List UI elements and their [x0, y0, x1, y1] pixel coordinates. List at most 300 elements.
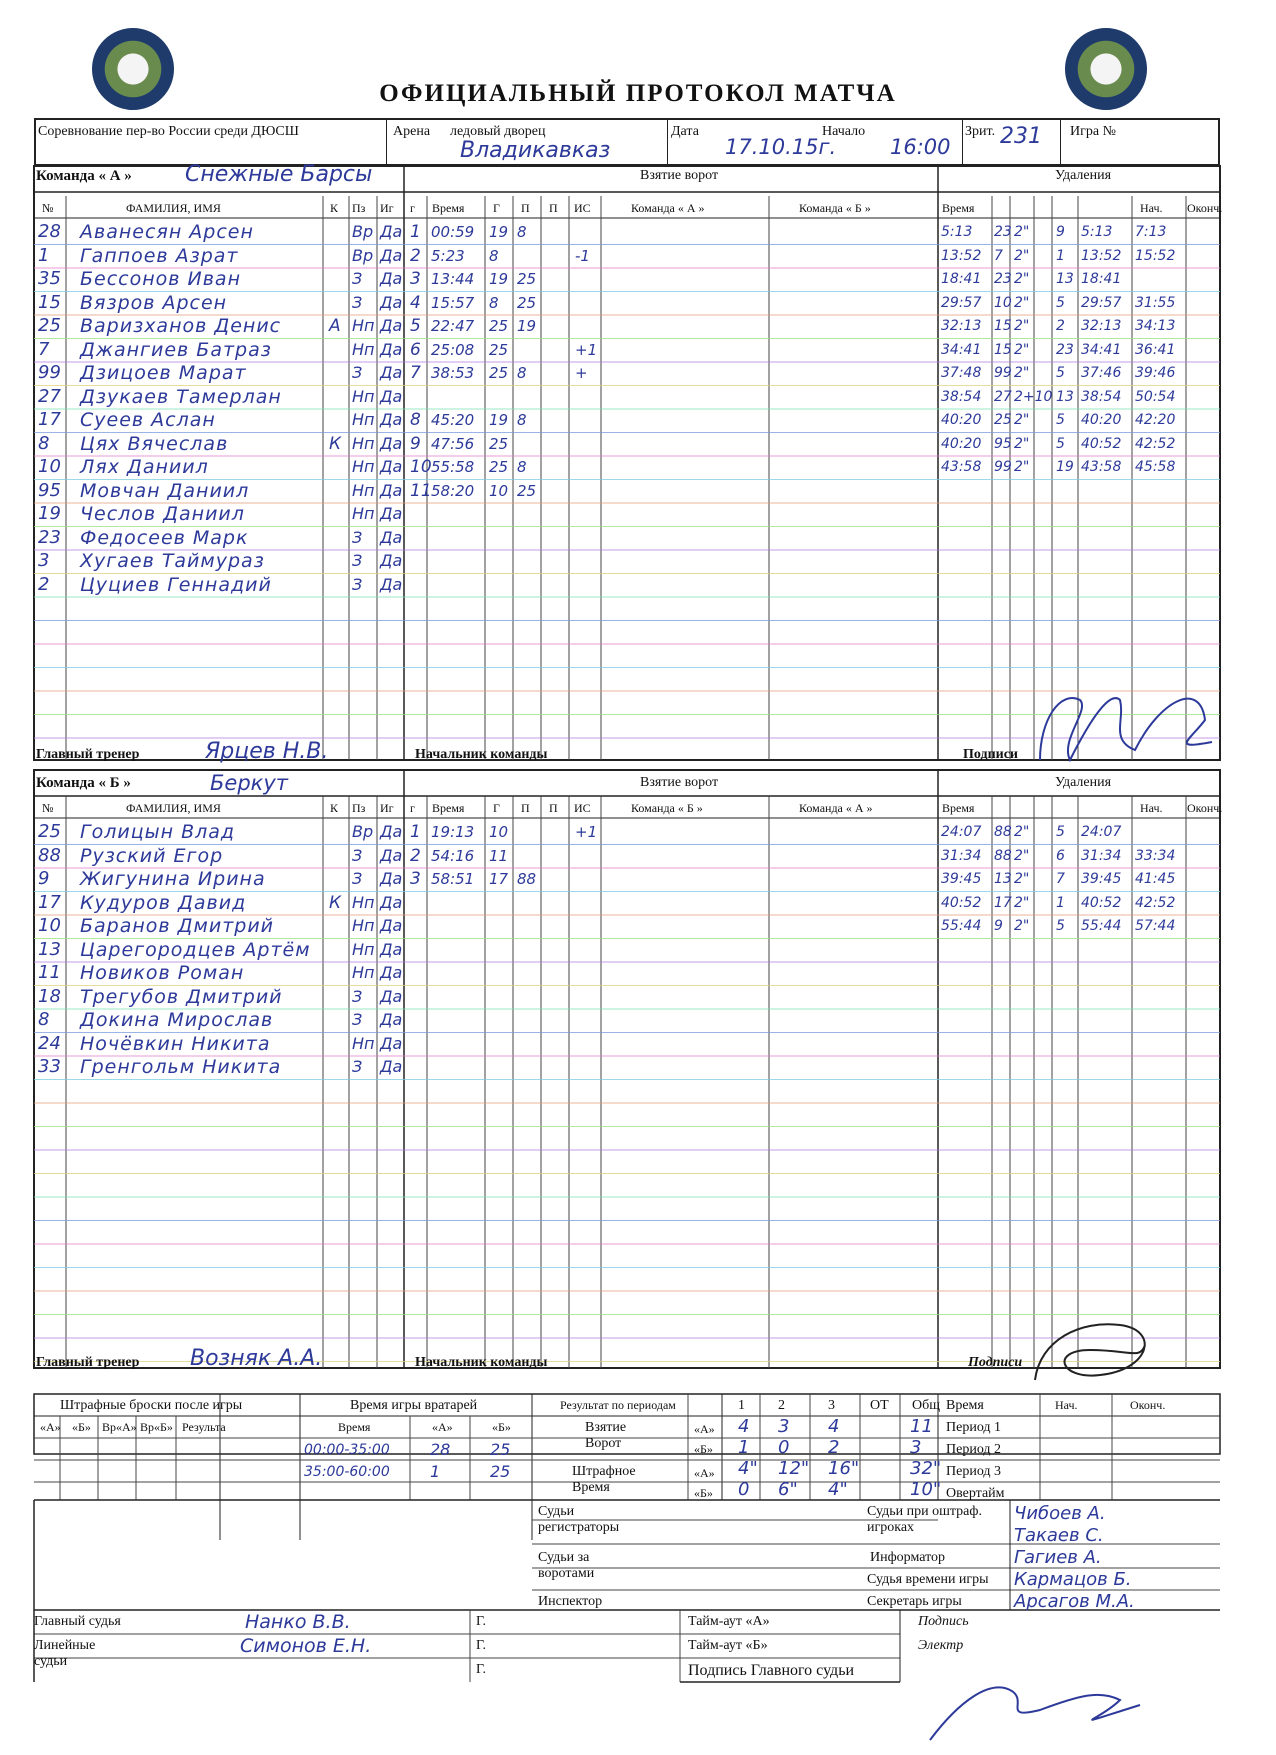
- team_a-goal-assist1: 8: [517, 458, 527, 476]
- team_a-col-header: ФАМИЛИЯ, ИМЯ: [126, 201, 221, 215]
- period-start-header: Нач.: [1055, 1398, 1078, 1412]
- team_b-player-name: Голицын Влад: [80, 821, 236, 843]
- team_a-pen-end: 45:58: [1135, 459, 1176, 475]
- team_a-player-number: 19: [38, 503, 61, 524]
- team_a-player-position: З: [352, 269, 363, 288]
- period-row-team: «А»: [694, 1466, 715, 1480]
- team_a-goal-scorer: 25: [489, 317, 509, 335]
- arena-value: Владикавказ: [460, 138, 611, 163]
- team_a-pen-time: 40:20: [941, 435, 982, 452]
- team_b-pen-minutes: 2": [1014, 894, 1030, 911]
- referee-sign-label: Подпись Главного судьи: [688, 1662, 855, 1679]
- team_b-player-played: Да: [380, 869, 403, 888]
- linesmen-label: Линейные судьи: [34, 1638, 96, 1669]
- team_b-col-header: ФАМИЛИЯ, ИМЯ: [126, 801, 221, 815]
- team_a-pen-player: 27: [994, 388, 1012, 405]
- team_b-player-name: Новиков Роман: [80, 962, 245, 984]
- team_a-col-header: Команда « А »: [631, 201, 705, 215]
- team_b-goal-situation: +1: [575, 823, 598, 841]
- team_a-goal-time: 45:20: [431, 411, 475, 429]
- team_b-player-played: Да: [380, 963, 403, 982]
- team_b-goal-time: 19:13: [431, 823, 475, 841]
- team-a-pen-title: Удаления: [1055, 168, 1112, 183]
- team_b-pen-end: 41:45: [1135, 871, 1176, 887]
- team_b-col-header: П: [521, 801, 530, 815]
- team_a-player-number: 17: [38, 409, 61, 430]
- team_a-player-name: Мовчан Даниил: [80, 479, 250, 502]
- team_a-goal-scorer: 25: [489, 434, 509, 453]
- team_b-col-header: Иг: [380, 801, 394, 815]
- city-label-2: Г.: [476, 1638, 487, 1653]
- team_b-pen-end: 42:52: [1135, 894, 1176, 911]
- team_b-pen-header-start: Нач.: [1140, 801, 1163, 815]
- team_a-goal-number: 10: [410, 457, 432, 477]
- team_b-player-number: 88: [38, 844, 61, 866]
- sign-label: Подпись: [918, 1614, 969, 1629]
- team_a-goal-scorer: 10: [489, 481, 509, 500]
- goalie-col-b: «Б»: [492, 1420, 511, 1434]
- team_a-pen-time: 37:48: [941, 365, 982, 381]
- team_a-player-position: Нп: [352, 339, 375, 359]
- team_b-player-number: 8: [38, 1009, 50, 1030]
- team_b-player-name: Царегородцев Артём: [80, 938, 311, 961]
- team-a-manager-label: Начальник команды: [415, 747, 548, 762]
- team_b-pen-minutes: 2": [1014, 918, 1030, 934]
- team_b-player-number: 25: [38, 821, 61, 842]
- team_b-goal-time: 58:51: [431, 870, 475, 888]
- team_a-pen-start: 43:58: [1081, 459, 1122, 475]
- team_a-goal-scorer: 8: [489, 293, 499, 312]
- team_a-pen-player: 23: [994, 224, 1012, 240]
- team_a-player-position: Нп: [352, 410, 375, 429]
- team_a-pen-time: 34:41: [941, 341, 982, 358]
- shootout-header: Вр«А»: [102, 1420, 137, 1434]
- team_a-pen-code: 19: [1056, 459, 1074, 475]
- team_a-goal-number: 7: [410, 363, 421, 383]
- team_a-player-number: 15: [38, 291, 61, 313]
- team_a-player-position: З: [352, 363, 363, 382]
- team_b-player-played: Да: [380, 916, 403, 935]
- competition-label: Соревнование пер-во России среди ДЮСШ: [38, 124, 299, 139]
- team_b-player-played: Да: [380, 1057, 403, 1076]
- team_a-player-played: Да: [380, 457, 403, 476]
- team_a-pen-time: 5:13: [941, 224, 973, 240]
- team_a-player-position: Вр: [352, 222, 374, 241]
- team_b-pen-code: 1: [1056, 894, 1065, 911]
- team_a-player-position: Нп: [352, 480, 375, 500]
- team_a-pen-header-start: Нач.: [1140, 201, 1163, 215]
- team_b-player-played: Да: [380, 1010, 403, 1029]
- team_a-player-position: Нп: [352, 504, 375, 523]
- team_a-pen-header-end: Оконч.: [1187, 201, 1223, 215]
- team_b-player-number: 10: [38, 915, 61, 936]
- team_b-player-captain: К: [329, 892, 342, 913]
- team_a-goal-time: 25:08: [431, 340, 475, 359]
- team_a-pen-code: 5: [1056, 365, 1065, 381]
- team_b-pen-minutes: 2": [1014, 871, 1030, 887]
- period-value: 1: [738, 1437, 750, 1458]
- team-b-signatures-label: Подписи: [968, 1355, 1023, 1370]
- period-value: 4": [828, 1479, 848, 1500]
- team_a-player-position: Вр: [352, 245, 374, 265]
- team_a-goal-assist1: 8: [517, 223, 527, 241]
- team_a-goal-scorer: 19: [489, 223, 509, 241]
- team_a-player-played: Да: [380, 551, 403, 570]
- team_a-player-played: Да: [380, 339, 403, 359]
- team_b-player-name: Кудуров Давид: [80, 891, 247, 914]
- team_b-pen-player: 88: [994, 824, 1012, 840]
- team_b-col-header: Команда « Б »: [631, 801, 703, 815]
- team_a-pen-time: 32:13: [941, 318, 982, 334]
- team_a-pen-minutes: 2": [1014, 365, 1030, 381]
- team_b-goal-time: 54:16: [431, 846, 475, 865]
- team_a-player-number: 23: [38, 526, 61, 548]
- team_a-player-number: 7: [38, 338, 50, 360]
- team_b-player-played: Да: [380, 1033, 403, 1053]
- team_a-goal-assist1: 25: [517, 270, 537, 288]
- team_b-player-name: Гренгольм Никита: [80, 1056, 282, 1078]
- team_a-goal-situation: -1: [575, 246, 590, 265]
- team_b-player-number: 11: [38, 962, 61, 983]
- team_a-col-header: ИС: [574, 201, 591, 215]
- team_b-pen-player: 13: [994, 871, 1012, 887]
- team_a-player-name: Вязров Арсен: [80, 291, 228, 314]
- goals-label: Взятие Ворот: [585, 1420, 627, 1451]
- team_b-pen-start: 24:07: [1081, 824, 1122, 840]
- team-a-coach-label: Главный тренер: [36, 747, 140, 762]
- team_b-pen-time: 31:34: [941, 847, 982, 864]
- team_b-pen-code: 5: [1056, 824, 1065, 840]
- team_a-pen-start: 38:54: [1081, 388, 1122, 405]
- team_a-goal-scorer: 8: [489, 246, 499, 265]
- goalie-col-a: «А»: [432, 1420, 453, 1434]
- team_a-player-name: Дзукаев Тамерлан: [80, 385, 282, 408]
- period-name: Период 2: [946, 1442, 1002, 1457]
- team_b-player-position: Нп: [352, 963, 375, 982]
- team_a-player-name: Бессонов Иван: [80, 268, 242, 290]
- team_a-pen-minutes: 2": [1014, 294, 1030, 311]
- team_a-player-number: 10: [38, 456, 61, 477]
- team-b-pen-title: Удаления: [1055, 775, 1112, 790]
- team_b-player-played: Да: [380, 822, 403, 841]
- team_b-pen-start: 55:44: [1081, 918, 1122, 934]
- goalie-row-a: 1: [430, 1462, 441, 1481]
- team_a-goal-number: 3: [410, 269, 421, 289]
- team-b-manager-label: Начальник команды: [415, 1355, 548, 1370]
- team_b-goal-assist1: 88: [517, 870, 537, 888]
- team_b-col-header: Время: [432, 801, 465, 815]
- team_a-pen-start: 13:52: [1081, 247, 1122, 264]
- team_a-pen-start: 18:41: [1081, 271, 1122, 287]
- team-b-name: Беркут: [210, 771, 289, 795]
- team_a-pen-player: 25: [994, 412, 1012, 428]
- team-b-coach-value: Возняк А.А.: [190, 1346, 323, 1371]
- team_a-pen-end: 15:52: [1135, 247, 1176, 264]
- period-col-header: 3: [828, 1398, 835, 1413]
- period-time-header: Время: [946, 1398, 984, 1413]
- team_a-goal-assist1: 8: [517, 411, 527, 429]
- team_a-pen-minutes: 2": [1014, 318, 1030, 334]
- secretary-value: Арсагов М.А.: [1014, 1591, 1135, 1612]
- team_a-col-header: К: [330, 201, 339, 215]
- team_b-pen-minutes: 2": [1014, 847, 1030, 864]
- team_b-player-played: Да: [380, 939, 403, 959]
- team_a-player-number: 2: [38, 573, 50, 595]
- team_a-player-number: 25: [38, 315, 61, 336]
- team_b-col-header: Г: [493, 801, 500, 815]
- team_b-player-position: Нп: [352, 916, 375, 935]
- team_a-goal-number: 8: [410, 410, 421, 430]
- team_b-col-header: Пз: [352, 801, 366, 815]
- linesmen-value: Симонов Е.Н.: [240, 1635, 372, 1657]
- team_b-pen-start: 40:52: [1081, 894, 1122, 911]
- period-value: 32": [910, 1458, 942, 1479]
- game-label: Игра №: [1070, 124, 1116, 139]
- team_b-goal-scorer: 10: [489, 823, 509, 841]
- team_a-pen-time: 40:20: [941, 412, 982, 428]
- team_a-player-name: Федосеев Марк: [80, 526, 249, 549]
- team_b-goal-number: 1: [410, 822, 421, 842]
- team_a-pen-player: 99: [994, 459, 1012, 475]
- shootout-title: Штрафные броски после игры: [60, 1398, 243, 1413]
- team-b-goals-title: Взятие ворот: [640, 775, 719, 790]
- inspector-label: Инспектор: [538, 1594, 603, 1609]
- period-end-header: Оконч.: [1130, 1398, 1166, 1412]
- team_a-goal-assist1: 19: [517, 317, 537, 335]
- team_a-pen-end: 36:41: [1135, 341, 1176, 358]
- team_a-col-header: П: [521, 201, 530, 215]
- team_a-pen-code: 1: [1056, 247, 1065, 264]
- team-a-label: Команда « А »: [36, 168, 132, 184]
- team_b-pen-code: 7: [1056, 871, 1065, 887]
- team_a-pen-end: 50:54: [1135, 388, 1176, 405]
- team-a-name: Снежные Барсы: [185, 162, 373, 187]
- period-result-title: Результат по периодам: [560, 1398, 676, 1412]
- team_a-goal-time: 22:47: [431, 317, 475, 335]
- team_a-goal-number: 6: [410, 339, 421, 360]
- team_b-player-position: З: [352, 869, 363, 888]
- team_a-pen-minutes: 2": [1014, 247, 1030, 264]
- team_a-player-played: Да: [380, 574, 403, 594]
- date-value: 17.10.15г.: [725, 135, 837, 159]
- team_a-player-played: Да: [380, 316, 403, 335]
- team_a-goal-number: 1: [410, 222, 421, 242]
- team_b-pen-header-end: Оконч.: [1187, 801, 1223, 815]
- team_b-player-played: Да: [380, 986, 403, 1006]
- team_a-pen-time: 18:41: [941, 271, 982, 287]
- team_a-player-number: 1: [38, 244, 50, 266]
- team_a-pen-player: 15: [994, 341, 1012, 358]
- team_a-player-position: З: [352, 527, 363, 547]
- period-value: 12": [778, 1458, 810, 1479]
- period-value: 0: [778, 1437, 790, 1458]
- team_a-player-name: Аванесян Арсен: [80, 221, 254, 243]
- team_a-pen-start: 40:52: [1081, 435, 1122, 452]
- team_a-pen-start: 37:46: [1081, 365, 1122, 381]
- period-value: 10": [910, 1479, 942, 1500]
- goalie-row-time: 35:00-60:00: [304, 1464, 390, 1480]
- period-value: 0: [738, 1479, 750, 1500]
- team_a-goal-assist1: 25: [517, 293, 537, 312]
- team_a-pen-time: 29:57: [941, 294, 982, 311]
- city-label-1: Г.: [476, 1614, 487, 1629]
- team_b-player-name: Докина Мирослав: [80, 1009, 274, 1031]
- team_a-goal-number: 5: [410, 316, 421, 336]
- team_a-pen-start: 5:13: [1081, 224, 1113, 240]
- team_a-pen-end: 7:13: [1135, 224, 1167, 240]
- team_a-pen-code: 9: [1056, 224, 1065, 240]
- team_b-pen-player: 9: [994, 918, 1003, 934]
- team_a-goal-number: 4: [410, 292, 421, 313]
- period-row-team: «Б»: [694, 1486, 713, 1500]
- team_a-pen-end: 42:20: [1135, 412, 1176, 428]
- team_a-col-header: Иг: [380, 201, 394, 215]
- team_a-player-played: Да: [380, 410, 403, 429]
- team_a-player-name: Цях Вячеслав: [80, 432, 229, 455]
- team_a-pen-player: 95: [994, 435, 1012, 452]
- referee-label: Главный судья: [34, 1614, 121, 1629]
- period-value: 4: [738, 1416, 750, 1437]
- pim-label: Штрафное Время: [572, 1464, 636, 1495]
- team_a-player-played: Да: [380, 363, 403, 382]
- team_a-goal-situation: +1: [575, 340, 598, 359]
- team_a-player-position: Нп: [352, 316, 375, 335]
- team_a-pen-end: 31:55: [1135, 294, 1176, 311]
- goalie-col-time: Время: [338, 1420, 371, 1434]
- team_b-pen-time: 24:07: [941, 824, 982, 840]
- team_b-pen-time: 55:44: [941, 918, 982, 934]
- team_a-goal-assist1: 25: [517, 481, 537, 500]
- team_b-player-number: 33: [38, 1056, 61, 1077]
- start-label: Начало: [822, 124, 866, 139]
- team_a-col-header: Время: [432, 201, 465, 215]
- team_b-player-name: Ночёвкин Никита: [80, 1032, 271, 1055]
- team_b-player-number: 17: [38, 891, 61, 913]
- team_a-pen-player: 7: [994, 247, 1003, 264]
- team_a-pen-player: 23: [994, 271, 1012, 287]
- informer-label: Информатор: [870, 1550, 946, 1565]
- period-col-header: Общ: [912, 1398, 941, 1413]
- team_b-col-header: г: [410, 801, 415, 815]
- penbox-value: Чибоев А.: [1014, 1503, 1106, 1524]
- team_a-goal-number: 11: [410, 480, 432, 501]
- team_a-player-played: Да: [380, 527, 403, 547]
- team_b-goal-number: 3: [410, 869, 421, 889]
- team_a-goal-assist1: 8: [517, 364, 527, 382]
- team_a-pen-minutes: 2": [1014, 224, 1030, 240]
- period-value: 3: [778, 1416, 790, 1437]
- team_a-pen-header-time: Время: [942, 201, 975, 215]
- informer-value: Гагиев А.: [1014, 1547, 1102, 1568]
- team_a-col-header: №: [42, 201, 54, 215]
- team_a-goal-scorer: 19: [489, 270, 509, 288]
- team_b-pen-minutes: 2": [1014, 824, 1030, 840]
- team_b-player-number: 9: [38, 868, 50, 889]
- team_b-col-header: П: [549, 801, 558, 815]
- team_b-col-header: №: [42, 801, 54, 815]
- team_b-player-position: Нп: [352, 892, 375, 912]
- team_b-player-position: Нп: [352, 1033, 375, 1053]
- period-name: Период 1: [946, 1420, 1002, 1435]
- team_a-goal-time: 00:59: [431, 223, 475, 241]
- team_a-pen-player: 15: [994, 318, 1012, 334]
- team_a-pen-code: 13: [1056, 271, 1074, 287]
- shootout-header: Результа: [182, 1420, 226, 1434]
- arena-printed: ледовый дворец: [450, 124, 546, 139]
- period-value: 4": [738, 1458, 758, 1479]
- team_a-col-header: г: [410, 201, 415, 215]
- date-label: Дата: [671, 124, 699, 139]
- period-name: Овертайм: [946, 1486, 1005, 1501]
- team_a-pen-time: 13:52: [941, 247, 982, 264]
- team_a-pen-player: 10: [994, 294, 1012, 311]
- team_b-pen-time: 40:52: [941, 894, 982, 911]
- team_b-player-position: Нп: [352, 939, 375, 959]
- team_a-goal-scorer: 25: [489, 364, 509, 382]
- team_a-goal-time: 13:44: [431, 270, 475, 288]
- team_a-player-position: З: [352, 574, 363, 594]
- team_a-goal-time: 15:57: [431, 293, 475, 312]
- team_b-col-header: К: [330, 801, 339, 815]
- team_a-pen-code: 5: [1056, 294, 1065, 311]
- goalie-row-a: 28: [430, 1440, 451, 1459]
- team_a-player-number: 99: [38, 362, 61, 383]
- team-a-signatures-label: Подписи: [963, 747, 1018, 762]
- team_a-player-position: Нп: [352, 386, 375, 406]
- spectators-value: 231: [1000, 124, 1042, 149]
- team_a-col-header: Команда « Б »: [799, 201, 871, 215]
- period-name: Период 3: [946, 1464, 1002, 1479]
- team_b-pen-code: 6: [1056, 847, 1065, 864]
- team_a-pen-minutes: 2+10: [1014, 388, 1053, 405]
- team_a-player-played: Да: [380, 292, 403, 312]
- team_a-player-position: З: [352, 551, 363, 570]
- team_b-player-played: Да: [380, 892, 403, 912]
- team_b-pen-start: 39:45: [1081, 871, 1122, 887]
- team_a-player-number: 3: [38, 550, 50, 571]
- team_b-player-played: Да: [380, 845, 403, 865]
- team_b-goal-number: 2: [410, 845, 421, 866]
- team_b-player-position: З: [352, 845, 363, 865]
- team_b-player-name: Баранов Дмитрий: [80, 915, 275, 937]
- team_a-pen-start: 32:13: [1081, 318, 1122, 334]
- period-value: 6": [778, 1479, 798, 1500]
- team_b-pen-time: 39:45: [941, 871, 982, 887]
- team_b-player-position: З: [352, 986, 363, 1006]
- team_a-pen-code: 5: [1056, 435, 1065, 452]
- penbox-label: Судьи при оштраф. игроках: [867, 1504, 982, 1535]
- team_a-col-header: Пз: [352, 201, 366, 215]
- team-b-label: Команда « Б »: [36, 775, 131, 791]
- goalie-row-b: 25: [490, 1440, 511, 1459]
- team_b-pen-end: 57:44: [1135, 918, 1176, 934]
- team_b-player-position: З: [352, 1057, 363, 1076]
- team_a-player-name: Хугаев Таймураз: [80, 550, 265, 572]
- team_a-goal-time: 47:56: [431, 434, 475, 453]
- team_b-player-position: Вр: [352, 822, 374, 841]
- team_a-player-name: Чеслов Даниил: [80, 503, 245, 525]
- judges-goal-label: Судьи за воротами: [538, 1550, 595, 1581]
- shootout-header: «А»: [40, 1420, 61, 1434]
- team_a-pen-start: 34:41: [1081, 341, 1122, 358]
- team_a-player-played: Да: [380, 480, 403, 500]
- team_a-pen-code: 5: [1056, 412, 1065, 428]
- team_a-goal-scorer: 25: [489, 458, 509, 476]
- team_a-goal-time: 55:58: [431, 458, 475, 476]
- team_a-pen-end: 39:46: [1135, 365, 1176, 381]
- team_a-player-played: Да: [380, 222, 403, 241]
- team_b-pen-player: 88: [994, 847, 1012, 864]
